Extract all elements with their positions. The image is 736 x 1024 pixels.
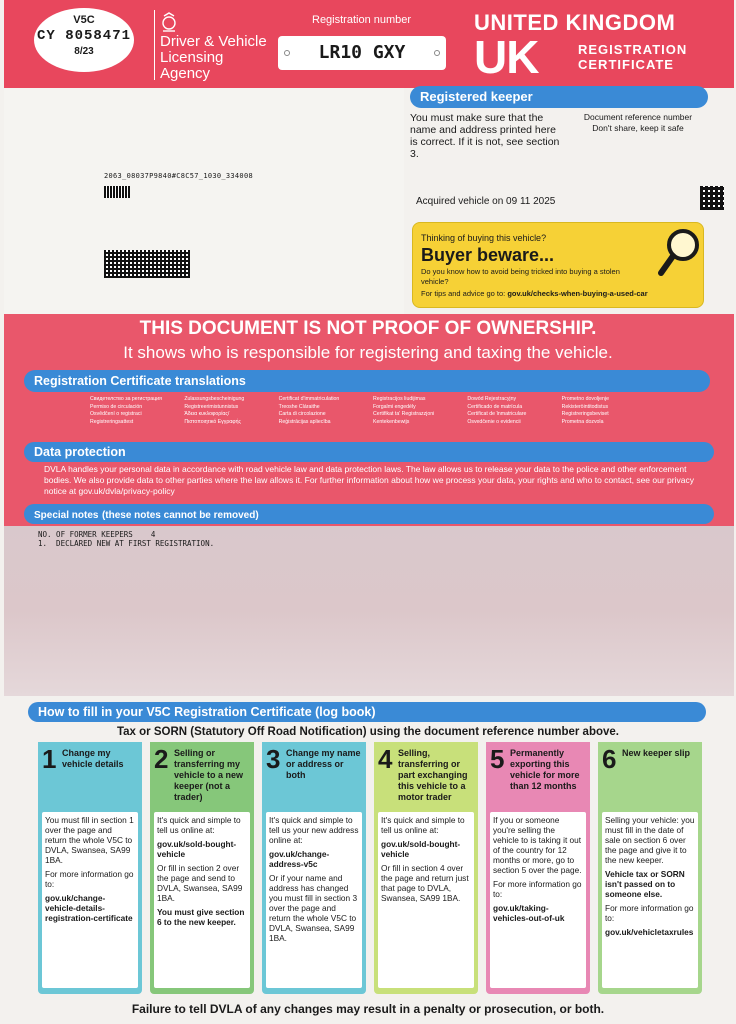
step-number: 6 — [602, 744, 617, 774]
data-protection-text: DVLA handles your personal data in accordance with road vehicle law and data protection laws. The law allows us to release your data to the police and other enforcement bodies. We also provide data to other parties where the law allows it. For further information about how we process your data, your rights and who to contact, see our privacy notice at gov.uk/dvla/privacy-policy — [44, 464, 694, 496]
penalty-warning: Failure to tell DVLA of any changes may result in a penalty or prosecution, or both. — [131, 1002, 605, 1016]
translation-item: Свидетелство за регистрация — [90, 396, 162, 402]
uk-large: UK — [474, 31, 539, 83]
data-protection-heading: Data protection — [24, 442, 714, 462]
declared-new: 1. DECLARED NEW AT FIRST REGISTRATION. — [38, 539, 215, 548]
v5c-badge — [34, 8, 134, 72]
special-notes-text — [38, 530, 214, 548]
translation-column — [467, 396, 555, 426]
address-panel — [4, 88, 404, 314]
step-number: 4 — [378, 744, 393, 774]
translation-item: Zulassungsbescheinigung — [184, 396, 245, 402]
barcode-icon — [104, 186, 130, 198]
step-link[interactable]: gov.uk/change-vehicle-details-registration-certificate — [45, 893, 133, 923]
translation-item: Certificat d'immatriculation — [278, 396, 340, 402]
translations-heading: Registration Certificate translations — [24, 370, 710, 392]
translation-item: Prometna dozvola — [561, 418, 604, 425]
uk-title: UNITED KINGDOM — [474, 10, 676, 35]
step-number: 3 — [266, 744, 281, 774]
step-number: 1 — [42, 744, 57, 774]
buyer-heading: Buyer beware... — [421, 245, 555, 265]
step-title: Permanently exporting this vehicle for more than 12 months — [510, 748, 580, 791]
postal-barcode-icon — [104, 250, 190, 278]
agency-divider — [154, 10, 155, 80]
translation-item: Forgalmi engedély — [373, 403, 416, 410]
translation-item: Kentekenbewijs — [373, 418, 410, 425]
step-title: Change my vehicle details — [62, 748, 124, 769]
step-selling-to-trader — [374, 742, 478, 994]
step-change-vehicle-details — [38, 742, 142, 994]
registration-label: Registration number — [312, 14, 412, 26]
agency-name: Driver & Vehicle Licensing Agency — [160, 33, 267, 82]
step-exporting — [486, 742, 590, 994]
special-notes-heading: Special notes (these notes cannot be removed) — [24, 504, 714, 524]
step-link[interactable]: gov.uk/sold-bought-vehicle — [381, 839, 461, 859]
translation-column — [184, 396, 272, 426]
step-body: It's quick and simple to tell us your new address online at: gov.uk/change-address-v5c Or if your name and address has changed you must fill in section 3 over the page and return the whole V5C to DVLA, Swansea, SA99 1BA. — [266, 812, 362, 988]
translation-item: Registreringsattest — [90, 418, 134, 425]
step-change-name-address — [262, 742, 366, 994]
translation-column — [90, 396, 178, 426]
certificate-title: REGISTRATION CERTIFICATE — [578, 42, 688, 72]
step-new-keeper-slip — [598, 742, 702, 994]
not-proof-title: THIS DOCUMENT IS NOT PROOF OF OWNERSHIP. — [139, 318, 597, 339]
translation-item: Registracijos liudijimas — [373, 396, 426, 402]
buyer-tips: For tips and advice go to: gov.uk/checks-when-buying-a-used-car — [421, 289, 648, 298]
translation-item: Carta di circolazione — [278, 411, 326, 417]
royal-crest-icon — [160, 12, 178, 34]
step-link[interactable]: gov.uk/sold-bought-vehicle — [157, 839, 237, 859]
step-body: It's quick and simple to tell us online at: gov.uk/sold-bought-vehicle Or fill in section 2 over the page and send to DVLA, Swansea, SA99 1BA. You must give section 6 to the new keeper. — [154, 812, 250, 988]
header — [4, 0, 734, 88]
not-proof-subtitle: It shows who is responsible for registering and taxing the vehicle. — [123, 343, 613, 362]
buyer-description: Do you know how to avoid being tricked into buying a stolen vehicle? — [421, 267, 620, 286]
how-to-fill-heading: How to fill in your V5C Registration Certificate (log book) — [28, 702, 706, 722]
step-body: If you or someone you're selling the vehicle to is taking it out of the country for 12 months or more, go to section 5 over the page. For more information go to: gov.uk/taking-vehicles-out-of-uk — [490, 812, 586, 988]
special-notes-area — [4, 526, 734, 696]
step-title: Selling or transferring my vehicle to a new keeper (not a trader) — [174, 748, 244, 802]
badge-serial: CY 8058471 — [36, 28, 131, 44]
translation-item: Certificado de matrícula — [467, 403, 523, 410]
step-body: Selling your vehicle: you must fill in the date of sale on section 6 over the page and give it to the new keeper. Vehicle tax or SORN isn't passed on to someone else. For more information go to: gov.uk/vehicletaxrules — [602, 812, 698, 988]
buyer-question: Thinking of buying this vehicle? — [421, 233, 547, 243]
registration-plate — [278, 36, 446, 70]
badge-title: V5C — [73, 14, 95, 26]
badge-date: 8/23 — [74, 46, 94, 57]
step-body: It's quick and simple to tell us online at: gov.uk/sold-bought-vehicle Or fill in section 4 over the page and return just that page to DVLA, Swansea, SA99 1BA. — [378, 812, 474, 988]
step-title: Change my name or address or both — [286, 748, 361, 780]
translation-item: Certificat de înmatriculare — [467, 411, 527, 417]
translation-item: Treoshe Cláraithe — [278, 403, 320, 410]
document-code: 2063_08037P9840#C8C57_1030_334008 — [104, 172, 253, 180]
step-link[interactable]: gov.uk/vehicletaxrules — [605, 927, 694, 937]
translation-item: Registreerimistunnistus — [184, 403, 239, 410]
step-number: 2 — [154, 744, 169, 774]
translation-item: Osvědčení o registraci — [90, 411, 142, 417]
step-selling-vehicle — [150, 742, 254, 994]
document-reference: Document reference number Don't share, keep it safe — [583, 112, 693, 133]
step-title: New keeper slip — [622, 748, 691, 758]
former-keepers: NO. OF FORMER KEEPERS 4 — [38, 530, 156, 539]
registration-number: LR10 GXY — [318, 42, 406, 63]
translation-item: Πιστοποιητικό Εγγραφής — [184, 418, 242, 425]
step-body: You must fill in section 1 over the page and return the whole V5C to DVLA, Swansea, SA99 1BA. For more information go to: gov.uk/change-vehicle-details-registration-certificate — [42, 812, 138, 988]
translation-item: Rekisteröintitodistus — [561, 403, 609, 410]
translation-item: Dowód Rejestracyjny — [467, 396, 517, 402]
step-link[interactable]: gov.uk/taking-vehicles-out-of-uk — [493, 903, 565, 923]
magnifying-glass-icon — [657, 227, 703, 283]
how-to-fill-subheading: Tax or SORN (Statutory Off Road Notification) using the document reference number above. — [116, 726, 619, 738]
translation-item: Permiso de circulación — [90, 403, 143, 410]
translation-item: Prometno dovoljenje — [561, 396, 609, 402]
translation-item: Registreringsbeviset — [561, 411, 609, 417]
buyer-tips-link[interactable]: gov.uk/checks-when-buying-a-used-car — [507, 289, 648, 298]
keeper-instruction: You must make sure that the name and address printed here is correct. If it is not, see section 3. — [410, 112, 560, 160]
registered-keeper-heading: Registered keeper — [410, 86, 708, 108]
plate-screw-icon — [284, 50, 290, 56]
special-notes-note: (these notes cannot be removed) — [101, 510, 259, 521]
qr-code-icon — [700, 186, 724, 210]
acquired-date: Acquired vehicle on 09 11 2025 — [416, 196, 556, 207]
translation-column — [562, 396, 650, 426]
translation-item: Certifikat ta' Registrazzjoni — [373, 411, 435, 417]
plate-screw-icon — [434, 50, 440, 56]
translation-item: Reģistrācijas apliecība — [278, 418, 331, 425]
buyer-beware-box — [412, 222, 704, 308]
step-link[interactable]: gov.uk/change-address-v5c — [269, 849, 330, 869]
translation-column — [279, 396, 367, 426]
translation-column — [373, 396, 461, 426]
step-title: Selling, transferring or part exchanging this vehicle to a motor trader — [398, 748, 468, 802]
steps-row — [38, 742, 698, 996]
step-number: 5 — [490, 744, 505, 774]
translation-item: Άδεια κυκλοφορίας/ — [184, 411, 230, 417]
translation-item: Osvedčenie o evidencii — [467, 418, 521, 425]
translations-grid — [90, 396, 650, 426]
